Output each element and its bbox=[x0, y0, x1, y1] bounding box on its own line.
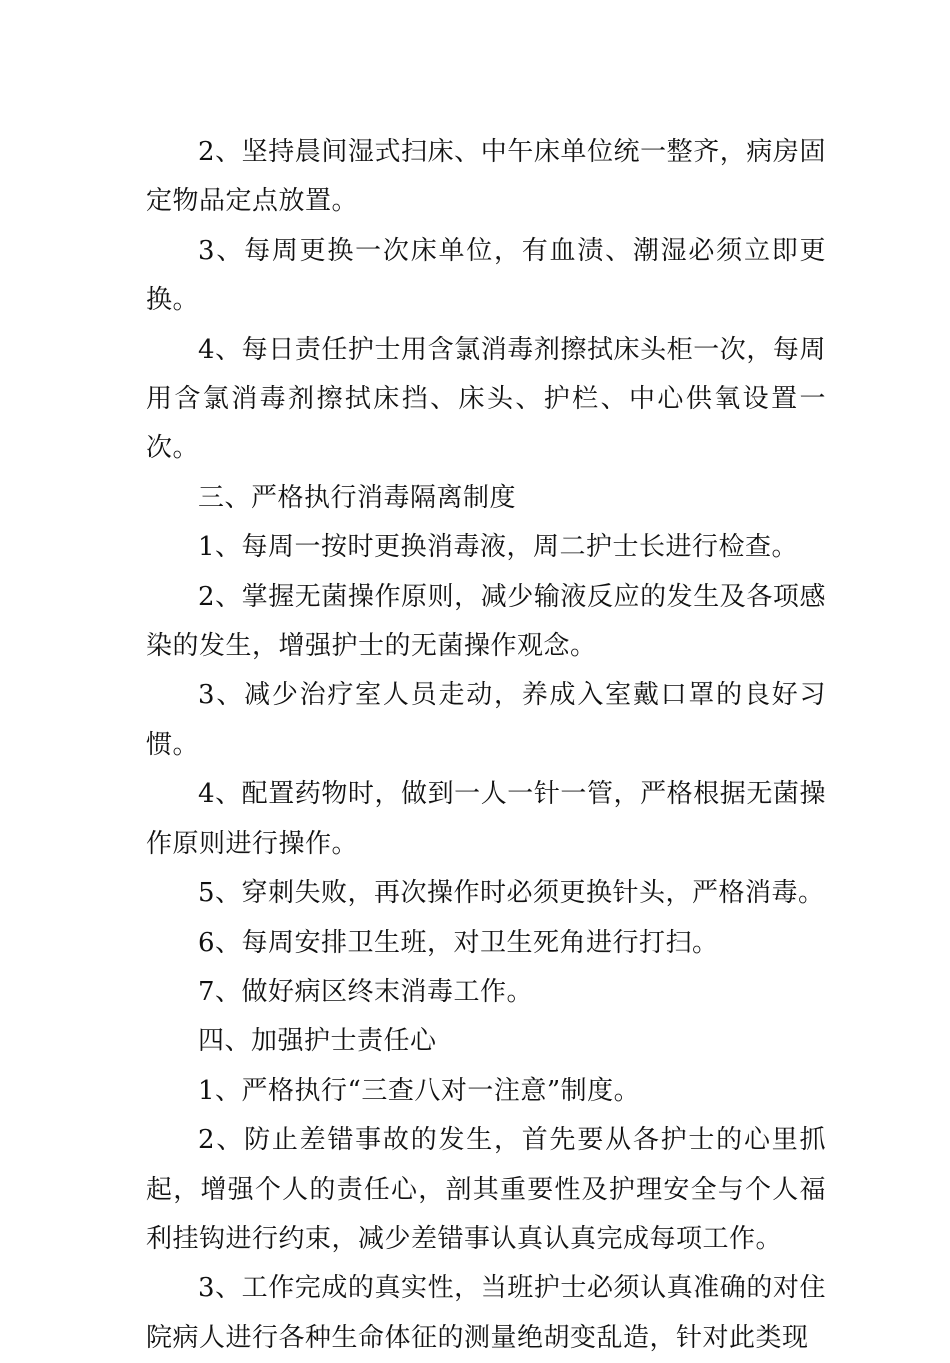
paragraph-disinfectant-change: 1、每周一按时更换消毒液，周二护士长进行检查。 bbox=[198, 532, 799, 563]
paragraph-terminal-disinfection: 7、做好病区终末消毒工作。 bbox=[198, 976, 534, 1007]
paragraph-chlorine-wipe: 4、每日责任护士用含氯消毒剂擦拭床头柜一次，每周用含氯消毒剂擦拭床挡、床头、护栏、中心供氧设置一次。 bbox=[146, 334, 826, 464]
paragraph-error-prevention: 2、防止差错事故的发生，首先要从各护士的心里抓起，增强个人的责任心，剖其重要性及护理安全与个人福利挂钩进行约束，减少差错事认真认真完成每项工作。 bbox=[146, 1125, 826, 1254]
paragraph-drug-preparation: 4、配置药物时，做到一人一针一管，严格根据无菌操作原则进行操作。 bbox=[146, 779, 826, 859]
document-body bbox=[146, 128, 826, 1363]
paragraph-aseptic-principle: 2、掌握无菌操作原则，减少输液反应的发生及各项感染的发生，增强护士的无菌操作观念。 bbox=[146, 581, 826, 662]
paragraph-bed-linen-change: 3、每周更换一次床单位，有血渍、潮湿必须立即更换。 bbox=[146, 235, 826, 316]
paragraph-hygiene-shift: 6、每周安排卫生班，对卫生死角进行打扫。 bbox=[198, 927, 719, 958]
paragraph-three-checks: 1、严格执行“三查八对一注意”制度。 bbox=[198, 1075, 641, 1106]
paragraph-treatment-room: 3、减少治疗室人员走动，养成入室戴口罩的良好习惯。 bbox=[146, 680, 826, 760]
paragraph-work-authenticity: 3、工作完成的真实性，当班护士必须认真准确的对住院病人进行各种生命体征的测量绝胡变乱造，针对此类现 bbox=[146, 1273, 826, 1353]
paragraph-bed-cleaning: 2、坚持晨间湿式扫床、中午床单位统一整齐，病房固定物品定点放置。 bbox=[146, 137, 826, 217]
paragraph-puncture-failure: 5、穿刺失败，再次操作时必须更换针头，严格消毒。 bbox=[198, 878, 825, 909]
section-heading-responsibility: 四、加强护士责任心 bbox=[198, 1026, 437, 1057]
section-heading-disinfection: 三、严格执行消毒隔离制度 bbox=[198, 482, 517, 513]
